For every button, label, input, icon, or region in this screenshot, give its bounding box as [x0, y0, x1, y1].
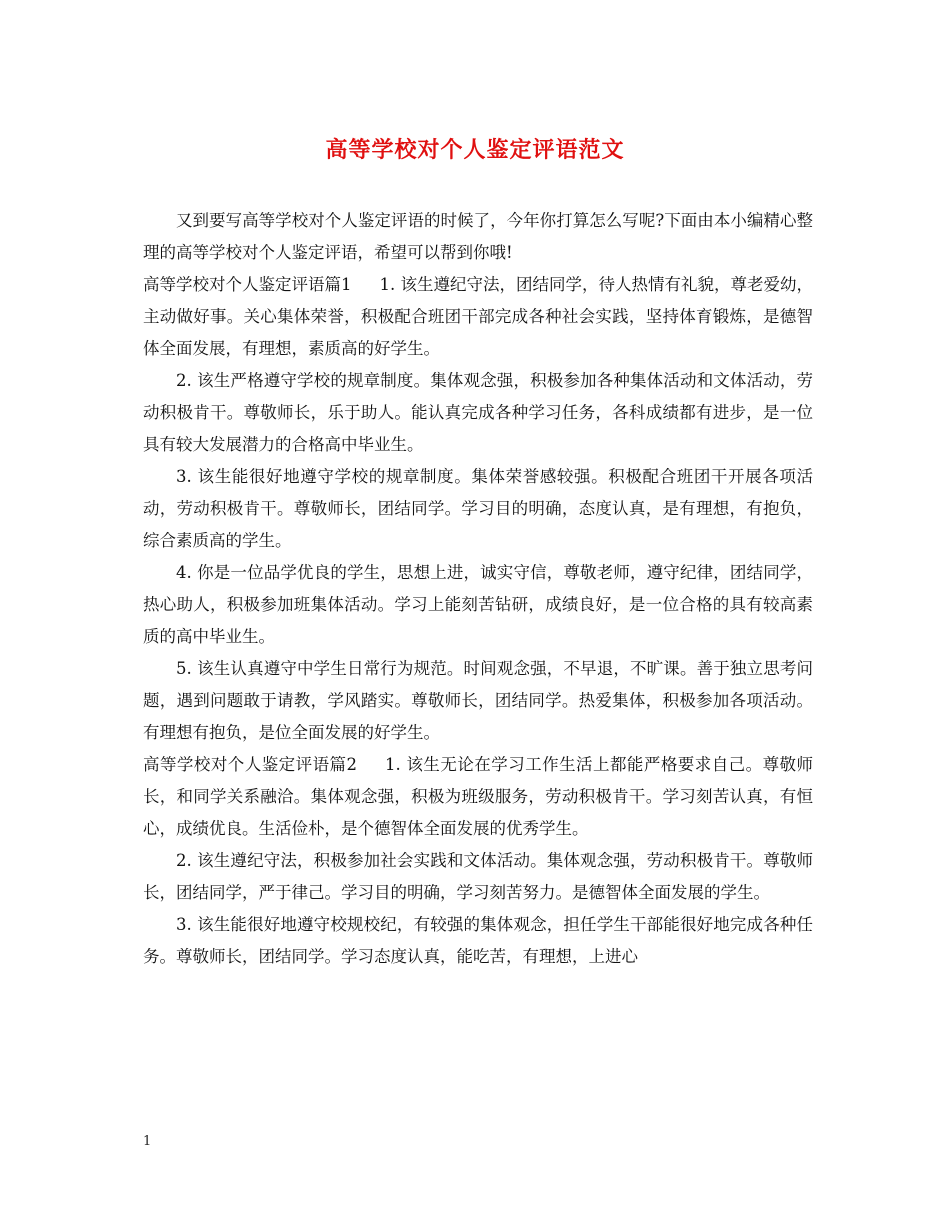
- section-1-item-5: 5. 该生认真遵守中学生日常行为规范。时间观念强，不早退，不旷课。善于独立思考问题，遇到问题敢于请教，学风踏实。尊敬师长，团结同学。热爱集体，积极参加各项活动。有理想有抱负，是位全面发展的好学生。: [143, 659, 813, 742]
- document-body: [143, 205, 813, 973]
- section-2-item-1: 1. 该生无论在学习工作生活上都能严格要求自己。尊敬师长，和同学关系融洽。集体观念强，积极为班级服务，劳动积极肯干。学习刻苦认真，有恒心，成绩优良。生活俭朴，是个德智体全面发展的优秀学生。: [143, 755, 813, 838]
- section-1-item-2: 2. 该生严格遵守学校的规章制度。集体观念强，积极参加各种集体活动和文体活动，劳动积极肯干。尊敬师长，乐于助人。能认真完成各种学习任务，各科成绩都有进步，是一位具有较大发展潜力的合格高中毕业生。: [143, 371, 813, 454]
- section-1-item-1: 1. 该生遵纪守法，团结同学，待人热情有礼貌，尊老爱幼，主动做好事。关心集体荣誉，积极配合班团干部完成各种社会实践，坚持体育锻炼，是德智体全面发展，有理想，素质高的好学生。: [143, 275, 813, 358]
- section-1-item-3: 3. 该生能很好地遵守学校的规章制度。集体荣誉感较强。积极配合班团干开展各项活动，劳动积极肯干。尊敬师长，团结同学。学习目的明确，态度认真，是有理想，有抱负，综合素质高的学生。: [143, 467, 813, 550]
- page-number: 1: [143, 1134, 152, 1149]
- section-2-first-paragraph: [143, 749, 813, 845]
- section-1-item-4: 4. 你是一位品学优良的学生，思想上进，诚实守信，尊敬老师，遵守纪律，团结同学，热心助人，积极参加班集体活动。学习上能刻苦钻研，成绩良好，是一位合格的具有较高素质的高中毕业生。: [143, 563, 813, 646]
- document-title: 高等学校对个人鉴定评语范文: [325, 137, 625, 163]
- section-2-heading: 高等学校对个人鉴定评语篇2: [143, 755, 357, 774]
- section-1-first-paragraph: [143, 269, 813, 365]
- intro-paragraph: 又到要写高等学校对个人鉴定评语的时候了，今年你打算怎么写呢?下面由本小编精心整理的高等学校对个人鉴定评语，希望可以帮到你哦!: [143, 211, 813, 262]
- section-2-item-2: 2. 该生遵纪守法，积极参加社会实践和文体活动。集体观念强，劳动积极肯干。尊敬师长，团结同学，严于律己。学习目的明确，学习刻苦努力。是德智体全面发展的学生。: [143, 851, 813, 902]
- section-1-heading: 高等学校对个人鉴定评语篇1: [143, 275, 352, 294]
- section-2-item-3: 3. 该生能很好地遵守校规校纪，有较强的集体观念，担任学生干部能很好地完成各种任务。尊敬师长，团结同学。学习态度认真，能吃苦，有理想，上进心: [143, 915, 813, 966]
